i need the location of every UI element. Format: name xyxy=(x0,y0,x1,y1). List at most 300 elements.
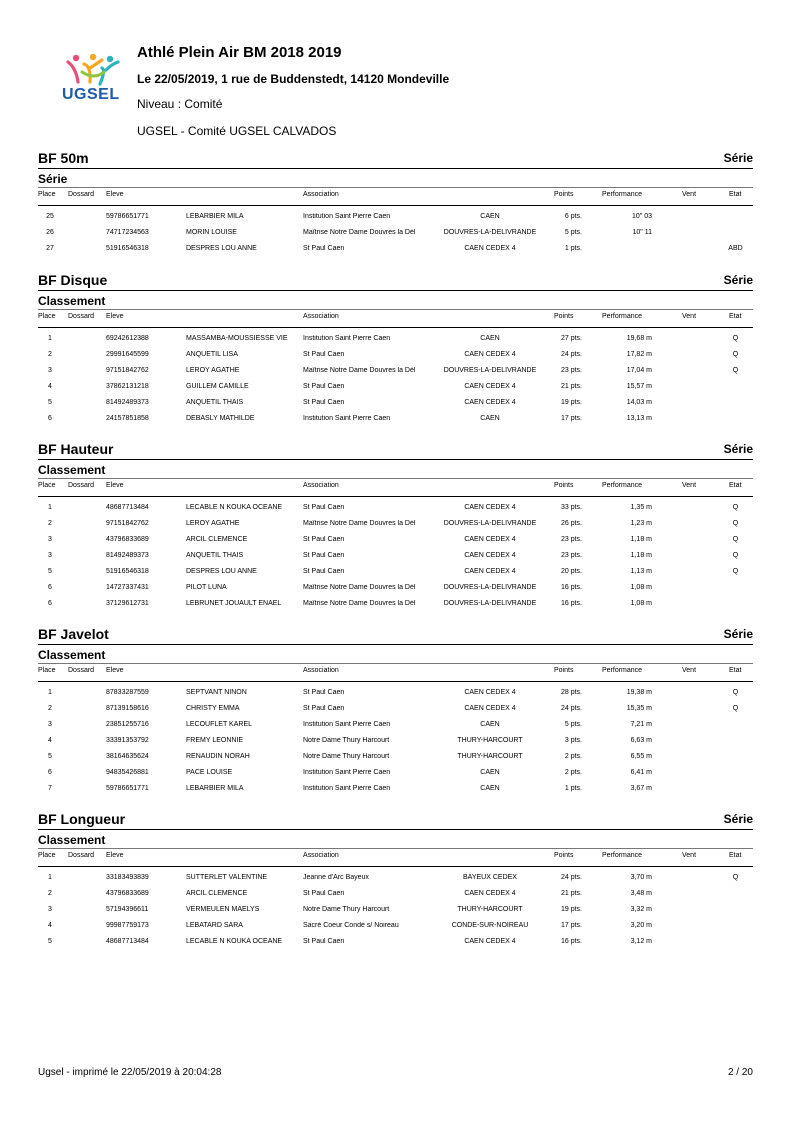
place-cell: 6 xyxy=(48,600,52,607)
table-row xyxy=(38,397,753,413)
column-header-performance: Performance xyxy=(602,313,643,320)
place-cell: 4 xyxy=(48,737,52,744)
column-header-dossard: Dossard xyxy=(68,852,95,859)
association-cell: St Paul Caen xyxy=(303,552,345,559)
table-row xyxy=(38,227,753,243)
etat-cell: Q xyxy=(732,367,739,374)
eleve-id-cell: 33183493839 xyxy=(106,874,149,881)
eleve-id-cell: 14727337431 xyxy=(106,584,149,591)
eleve-id-cell: 33391353792 xyxy=(106,737,149,744)
performance-cell: 13,13 m xyxy=(626,415,652,422)
city-cell: CAEN CEDEX 4 xyxy=(464,705,516,712)
event-subtitle: Classement xyxy=(38,463,106,477)
eleve-id-cell: 87833287559 xyxy=(106,689,149,696)
athlete-name-cell: ARCIL CLEMENCE xyxy=(186,890,248,897)
performance-cell: 19,38 m xyxy=(626,689,652,696)
city-cell: CAEN CEDEX 4 xyxy=(464,938,516,945)
points-cell: 16 pts. xyxy=(560,584,582,591)
column-header-eleve: Eleve xyxy=(106,667,124,674)
points-cell: 17 pts. xyxy=(560,922,582,929)
association-cell: Notre Dame Thury Harcourt xyxy=(303,737,390,744)
athlete-name-cell: ANQUETIL THAIS xyxy=(186,552,244,559)
eleve-id-cell: 48687713484 xyxy=(106,938,149,945)
athlete-name-cell: LECABLE N KOUKA OCEANE xyxy=(186,504,283,511)
divider xyxy=(38,187,753,188)
column-header-eleve: Eleve xyxy=(106,191,124,198)
city-cell: CONDÉ-SUR-NOIREAU xyxy=(451,922,529,929)
place-cell: 3 xyxy=(48,721,52,728)
column-header-performance: Performance xyxy=(602,191,643,198)
points-cell: 27 pts. xyxy=(560,335,582,342)
city-cell: DOUVRES-LA-DÉLIVRANDE xyxy=(443,367,537,374)
event-title: BF 50m xyxy=(38,150,89,166)
event-header xyxy=(38,626,753,645)
association-cell: St Paul Caen xyxy=(303,568,345,575)
points-cell: 24 pts. xyxy=(560,705,582,712)
performance-cell: 1,08 m xyxy=(630,584,652,591)
eleve-id-cell: 99987759173 xyxy=(106,922,149,929)
divider xyxy=(38,496,753,497)
association-cell: Institution Saint Pierre Caen xyxy=(303,721,391,728)
athlete-name-cell: ANQUETIL THAIS xyxy=(186,399,244,406)
city-cell: DOUVRES-LA-DÉLIVRANDE xyxy=(443,600,537,607)
association-cell: Notre Dame Thury Harcourt xyxy=(303,906,390,913)
etat-cell: Q xyxy=(732,705,739,712)
column-header-etat: Etat xyxy=(729,313,742,320)
column-header-dossard: Dossard xyxy=(68,667,95,674)
eleve-id-cell: 69242612388 xyxy=(106,335,149,342)
event-title: BF Disque xyxy=(38,272,108,288)
association-cell: Institution Saint Pierre Caen xyxy=(303,335,391,342)
column-header-place: Place xyxy=(38,482,56,489)
eleve-id-cell: 59786651771 xyxy=(106,785,149,792)
eleve-id-cell: 48687713484 xyxy=(106,504,149,511)
etat-cell: Q xyxy=(732,504,739,511)
event-subtitle: Série xyxy=(38,172,68,186)
table-row xyxy=(38,518,753,534)
eleve-id-cell: 23851255716 xyxy=(106,721,149,728)
column-header-points: Points xyxy=(554,482,574,489)
event-header xyxy=(38,811,753,830)
table-row xyxy=(38,211,753,227)
points-cell: 26 pts. xyxy=(560,520,582,527)
eleve-id-cell: 97151842762 xyxy=(106,367,149,374)
association-cell: Institution Saint Pierre Caen xyxy=(303,415,391,422)
city-cell: CAEN CEDEX 4 xyxy=(464,504,516,511)
column-header-association: Association xyxy=(303,313,339,320)
association-cell: Maîtrise Notre Dame Douvres la Dél xyxy=(303,584,416,591)
eleve-id-cell: 57194396611 xyxy=(106,906,149,913)
column-header-dossard: Dossard xyxy=(68,313,95,320)
column-header-place: Place xyxy=(38,313,56,320)
etat-cell: Q xyxy=(732,568,739,575)
association-cell: Maîtrise Notre Dame Douvres la Dél xyxy=(303,600,416,607)
city-cell: CAEN xyxy=(480,769,500,776)
association-cell: St Paul Caen xyxy=(303,351,345,358)
eleve-id-cell: 24157851858 xyxy=(106,415,149,422)
performance-cell: 3,70 m xyxy=(630,874,652,881)
points-cell: 21 pts. xyxy=(560,383,582,390)
athlete-name-cell: GUILLEM CAMILLE xyxy=(186,383,249,390)
association-cell: St Paul Caen xyxy=(303,938,345,945)
eleve-id-cell: 43796833689 xyxy=(106,890,149,897)
athlete-name-cell: SUTTERLET VALENTINE xyxy=(186,874,268,881)
table-row xyxy=(38,687,753,703)
performance-cell: 17,82 m xyxy=(626,351,652,358)
city-cell: THURY-HARCOURT xyxy=(457,906,523,913)
points-cell: 1 pts. xyxy=(564,245,582,252)
place-cell: 26 xyxy=(46,229,54,236)
association-cell: Maîtrise Notre Dame Douvres la Dél xyxy=(303,520,416,527)
eleve-id-cell: 74717234563 xyxy=(106,229,149,236)
athlete-name-cell: MORIN LOUISE xyxy=(186,229,237,236)
place-cell: 1 xyxy=(48,874,52,881)
performance-cell: 10" 11 xyxy=(632,229,652,236)
points-cell: 23 pts. xyxy=(560,552,582,559)
table-row xyxy=(38,534,753,550)
event-header xyxy=(38,150,753,169)
points-cell: 17 pts. xyxy=(560,415,582,422)
column-header-points: Points xyxy=(554,852,574,859)
city-cell: CAEN xyxy=(480,415,500,422)
results-table xyxy=(38,687,753,799)
city-cell: CAEN xyxy=(480,335,500,342)
association-cell: St Paul Caen xyxy=(303,399,345,406)
results-table xyxy=(38,333,753,429)
eleve-id-cell: 29991645599 xyxy=(106,351,149,358)
eleve-id-cell: 38164635624 xyxy=(106,753,149,760)
performance-cell: 1,18 m xyxy=(630,536,652,543)
place-cell: 1 xyxy=(48,689,52,696)
event-subtitle: Classement xyxy=(38,294,106,308)
eleve-id-cell: 51916546318 xyxy=(106,568,149,575)
association-cell: Institution Saint Pierre Caen xyxy=(303,769,391,776)
performance-cell: 6,55 m xyxy=(630,753,652,760)
event-section xyxy=(38,441,753,607)
column-header-place: Place xyxy=(38,191,56,198)
table-row xyxy=(38,936,753,952)
athlete-name-cell: LEBARBIER MILA xyxy=(186,785,244,792)
athlete-name-cell: LECABLE N KOUKA OCEANE xyxy=(186,938,283,945)
etat-cell: Q xyxy=(732,335,739,342)
table-row xyxy=(38,735,753,751)
points-cell: 2 pts. xyxy=(564,753,582,760)
column-header-vent: Vent xyxy=(682,852,697,859)
place-cell: 25 xyxy=(46,213,54,220)
place-cell: 3 xyxy=(48,552,52,559)
column-header-dossard: Dossard xyxy=(68,482,95,489)
logo-wordmark: UGSEL xyxy=(62,86,120,103)
column-headers xyxy=(38,852,753,864)
event-serie-label: Série xyxy=(723,273,753,287)
points-cell: 1 pts. xyxy=(564,785,582,792)
performance-cell: 6,41 m xyxy=(630,769,652,776)
column-headers xyxy=(38,667,753,679)
place-cell: 7 xyxy=(48,785,52,792)
points-cell: 16 pts. xyxy=(560,600,582,607)
association-cell: St Paul Caen xyxy=(303,890,345,897)
place-cell: 6 xyxy=(48,415,52,422)
performance-cell: 19,68 m xyxy=(626,335,652,342)
meeting-address: Le 22/05/2019, 1 rue de Buddenstedt, 14120 Mondeville xyxy=(137,72,450,86)
place-cell: 4 xyxy=(48,922,52,929)
athlete-name-cell: SEPTVANT NINON xyxy=(186,689,247,696)
city-cell: CAEN CEDEX 4 xyxy=(464,536,516,543)
etat-cell: ABD xyxy=(728,245,743,252)
column-headers xyxy=(38,313,753,325)
table-row xyxy=(38,751,753,767)
city-cell: BAYEUX CEDEX xyxy=(463,874,517,881)
points-cell: 6 pts. xyxy=(564,213,582,220)
place-cell: 6 xyxy=(48,769,52,776)
athlete-name-cell: FREMY LEONNIE xyxy=(186,737,244,744)
eleve-id-cell: 81492489373 xyxy=(106,552,149,559)
athlete-name-cell: LEBATARD SARA xyxy=(186,922,243,929)
table-row xyxy=(38,598,753,614)
table-row xyxy=(38,719,753,735)
column-header-eleve: Eleve xyxy=(106,482,124,489)
place-cell: 5 xyxy=(48,938,52,945)
performance-cell: 3,20 m xyxy=(630,922,652,929)
column-header-place: Place xyxy=(38,667,56,674)
eleve-id-cell: 97151842762 xyxy=(106,520,149,527)
points-cell: 24 pts. xyxy=(560,351,582,358)
table-row xyxy=(38,365,753,381)
points-cell: 21 pts. xyxy=(560,890,582,897)
association-cell: St Paul Caen xyxy=(303,689,345,696)
ugsel-figures-icon xyxy=(60,52,126,88)
athlete-name-cell: DESPRES LOU ANNE xyxy=(186,245,257,252)
divider xyxy=(38,327,753,328)
eleve-id-cell: 51916546318 xyxy=(106,245,149,252)
event-serie-label: Série xyxy=(723,627,753,641)
performance-cell: 1,18 m xyxy=(630,552,652,559)
event-subtitle: Classement xyxy=(38,648,106,662)
association-cell: Maîtrise Notre Dame Douvres la Dél xyxy=(303,367,416,374)
city-cell: THURY-HARCOURT xyxy=(457,753,523,760)
city-cell: CAEN CEDEX 4 xyxy=(464,568,516,575)
eleve-id-cell: 81492489373 xyxy=(106,399,149,406)
points-cell: 19 pts. xyxy=(560,906,582,913)
etat-cell: Q xyxy=(732,552,739,559)
column-header-eleve: Eleve xyxy=(106,313,124,320)
results-table xyxy=(38,502,753,614)
event-header xyxy=(38,441,753,460)
table-row xyxy=(38,381,753,397)
performance-cell: 1,08 m xyxy=(630,600,652,607)
event-section xyxy=(38,272,753,422)
ugsel-logo xyxy=(60,52,126,108)
athlete-name-cell: LEBRUNET JOUAULT ENAEL xyxy=(186,600,282,607)
performance-cell: 15,35 m xyxy=(626,705,652,712)
column-headers xyxy=(38,482,753,494)
athlete-name-cell: CHRISTY EMMA xyxy=(186,705,240,712)
association-cell: Institution Saint Pierre Caen xyxy=(303,213,391,220)
athlete-name-cell: DEBASLY MATHILDE xyxy=(186,415,255,422)
table-row xyxy=(38,703,753,719)
city-cell: CAEN CEDEX 4 xyxy=(464,351,516,358)
performance-cell: 10" 03 xyxy=(631,213,652,220)
table-row xyxy=(38,783,753,799)
points-cell: 20 pts. xyxy=(560,568,582,575)
athlete-name-cell: LEBARBIER MILA xyxy=(186,213,244,220)
column-header-vent: Vent xyxy=(682,482,697,489)
athlete-name-cell: LECOUFLET KAREL xyxy=(186,721,253,728)
points-cell: 28 pts. xyxy=(560,689,582,696)
points-cell: 23 pts. xyxy=(560,536,582,543)
performance-cell: 7,21 m xyxy=(630,721,652,728)
place-cell: 5 xyxy=(48,753,52,760)
table-row xyxy=(38,872,753,888)
place-cell: 2 xyxy=(48,705,52,712)
divider xyxy=(38,205,753,206)
athlete-name-cell: MASSAMBA-MOUSSIESSE VIE xyxy=(186,335,288,342)
city-cell: CAEN CEDEX 4 xyxy=(464,689,516,696)
event-title: BF Longueur xyxy=(38,811,126,827)
column-header-points: Points xyxy=(554,313,574,320)
performance-cell: 3,12 m xyxy=(630,938,652,945)
city-cell: DOUVRES-LA-DÉLIVRANDE xyxy=(443,520,537,527)
place-cell: 6 xyxy=(48,584,52,591)
event-section xyxy=(38,150,753,252)
city-cell: CAEN CEDEX 4 xyxy=(464,890,516,897)
event-title: BF Hauteur xyxy=(38,441,114,457)
column-header-vent: Vent xyxy=(682,313,697,320)
event-header xyxy=(38,272,753,291)
performance-cell: 3,48 m xyxy=(630,890,652,897)
table-row xyxy=(38,566,753,582)
table-row xyxy=(38,413,753,429)
eleve-id-cell: 37129612731 xyxy=(106,600,149,607)
place-cell: 3 xyxy=(48,367,52,374)
column-header-dossard: Dossard xyxy=(68,191,95,198)
points-cell: 19 pts. xyxy=(560,399,582,406)
event-serie-label: Série xyxy=(723,151,753,165)
table-row xyxy=(38,550,753,566)
performance-cell: 17,04 m xyxy=(626,367,652,374)
association-cell: Maîtrise Notre Dame Douvres la Dél xyxy=(303,229,416,236)
print-date: Ugsel - imprimé le 22/05/2019 à 20:04:28 xyxy=(38,1067,222,1078)
athlete-name-cell: PACE LOUISE xyxy=(186,769,233,776)
table-row xyxy=(38,502,753,518)
points-cell: 5 pts. xyxy=(564,229,582,236)
table-row xyxy=(38,920,753,936)
points-cell: 2 pts. xyxy=(564,769,582,776)
column-header-points: Points xyxy=(554,191,574,198)
city-cell: CAEN xyxy=(480,213,500,220)
performance-cell: 15,57 m xyxy=(626,383,652,390)
event-section xyxy=(38,811,753,945)
divider xyxy=(38,663,753,664)
association-cell: Jeanne d'Arc Bayeux xyxy=(303,874,369,881)
association-cell: St Paul Caen xyxy=(303,504,345,511)
table-row xyxy=(38,243,753,259)
athlete-name-cell: ANQUETIL LISA xyxy=(186,351,238,358)
athlete-name-cell: VERMEULEN MAELYS xyxy=(186,906,260,913)
place-cell: 5 xyxy=(48,399,52,406)
points-cell: 5 pts. xyxy=(564,721,582,728)
athlete-name-cell: DESPRES LOU ANNE xyxy=(186,568,257,575)
table-row xyxy=(38,349,753,365)
divider xyxy=(38,866,753,867)
event-title: BF Javelot xyxy=(38,626,109,642)
place-cell: 2 xyxy=(48,520,52,527)
place-cell: 1 xyxy=(48,335,52,342)
eleve-id-cell: 59786651771 xyxy=(106,213,149,220)
points-cell: 24 pts. xyxy=(560,874,582,881)
eleve-id-cell: 94835426881 xyxy=(106,769,149,776)
column-header-association: Association xyxy=(303,191,339,198)
athlete-name-cell: RENAUDIN NORAH xyxy=(186,753,250,760)
table-row xyxy=(38,333,753,349)
divider xyxy=(38,309,753,310)
points-cell: 23 pts. xyxy=(560,367,582,374)
city-cell: DOUVRES-LA-DÉLIVRANDE xyxy=(443,229,537,236)
place-cell: 5 xyxy=(48,568,52,575)
place-cell: 1 xyxy=(48,504,52,511)
column-header-eleve: Eleve xyxy=(106,852,124,859)
event-serie-label: Série xyxy=(723,812,753,826)
city-cell: CAEN CEDEX 4 xyxy=(464,245,516,252)
city-cell: CAEN CEDEX 4 xyxy=(464,383,516,390)
column-headers xyxy=(38,191,753,203)
points-cell: 33 pts. xyxy=(560,504,582,511)
performance-cell: 6,63 m xyxy=(630,737,652,744)
place-cell: 3 xyxy=(48,906,52,913)
column-header-association: Association xyxy=(303,852,339,859)
etat-cell: Q xyxy=(732,874,739,881)
points-cell: 3 pts. xyxy=(564,737,582,744)
event-section xyxy=(38,626,753,792)
city-cell: CAEN CEDEX 4 xyxy=(464,552,516,559)
city-cell: CAEN xyxy=(480,785,500,792)
place-cell: 4 xyxy=(48,383,52,390)
etat-cell: Q xyxy=(732,536,739,543)
column-header-etat: Etat xyxy=(729,191,742,198)
association-cell: Notre Dame Thury Harcourt xyxy=(303,753,390,760)
city-cell: DOUVRES-LA-DÉLIVRANDE xyxy=(443,584,537,591)
city-cell: CAEN xyxy=(480,721,500,728)
association-cell: St Paul Caen xyxy=(303,705,345,712)
table-row xyxy=(38,904,753,920)
association-cell: St Paul Caen xyxy=(303,536,345,543)
city-cell: THURY-HARCOURT xyxy=(457,737,523,744)
athlete-name-cell: ARCIL CLEMENCE xyxy=(186,536,248,543)
column-header-etat: Etat xyxy=(729,667,742,674)
divider xyxy=(38,681,753,682)
eleve-id-cell: 37862131218 xyxy=(106,383,149,390)
place-cell: 2 xyxy=(48,351,52,358)
etat-cell: Q xyxy=(732,351,739,358)
performance-cell: 1,23 m xyxy=(630,520,652,527)
column-header-performance: Performance xyxy=(602,852,643,859)
results-table xyxy=(38,872,753,952)
column-header-etat: Etat xyxy=(729,482,742,489)
athlete-name-cell: LEROY AGATHE xyxy=(186,520,240,527)
association-cell: St Paul Caen xyxy=(303,383,345,390)
divider xyxy=(38,478,753,479)
event-serie-label: Série xyxy=(723,442,753,456)
table-row xyxy=(38,888,753,904)
performance-cell: 1,13 m xyxy=(630,568,652,575)
column-header-points: Points xyxy=(554,667,574,674)
performance-cell: 3,67 m xyxy=(630,785,652,792)
athlete-name-cell: PILOT LUNA xyxy=(186,584,227,591)
results-table xyxy=(38,211,753,259)
performance-cell: 3,32 m xyxy=(630,906,652,913)
table-row xyxy=(38,582,753,598)
points-cell: 16 pts. xyxy=(560,938,582,945)
